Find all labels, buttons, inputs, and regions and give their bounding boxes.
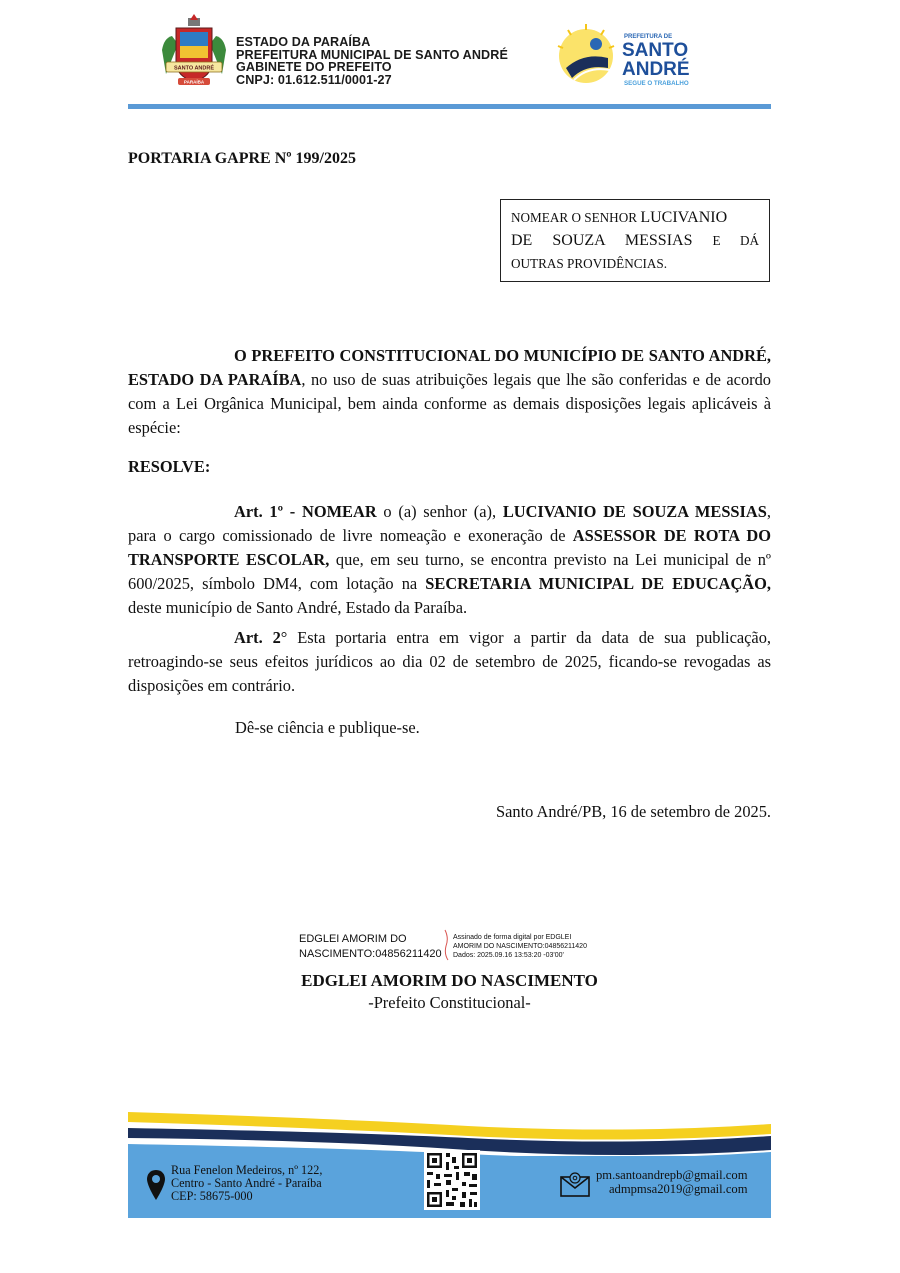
cert-line-2: NASCIMENTO:04856211420	[299, 948, 442, 960]
logo-prefix: PREFEITURA DE	[624, 34, 673, 40]
qr-code	[424, 1150, 480, 1210]
address-line-2: Centro - Santo André - Paraíba	[171, 1176, 322, 1190]
digital-signature-certificate	[299, 932, 442, 962]
footer-emails	[596, 1168, 748, 1196]
art1-text-4: deste município de Santo André, Estado da Paraíba.	[128, 598, 468, 617]
art1-nominee: LUCIVANIO DE SOUZA MESSIAS	[502, 502, 767, 521]
art1-label: Art. 1º - NOMEAR	[234, 502, 377, 521]
ementa-line1-b: LUCIVANIO	[640, 209, 728, 226]
prefeitura-logo	[556, 22, 716, 92]
preamble-paragraph	[128, 344, 771, 440]
resolve-heading: RESOLVE:	[128, 457, 211, 476]
location-pin-icon	[146, 1169, 166, 1201]
sig-detail-2: AMORIM DO NASCIMENTO:04856211420	[453, 943, 587, 950]
art1-text-2: , para o cargo comissionado de livre nomeação e exoneração de	[128, 502, 771, 545]
signature-mark-icon	[444, 928, 450, 962]
ementa-line1-a: NOMEAR O SENHOR	[511, 210, 641, 225]
sig-detail-1: Assinado de forma digital por EDGLEI	[453, 934, 572, 941]
article-2	[128, 626, 771, 698]
email-secondary: admpmsa2019@gmail.com	[608, 1182, 748, 1196]
place-and-date: Santo André/PB, 16 de setembro de 2025.	[496, 802, 771, 821]
logo-word-andre: ANDRÉ	[622, 59, 690, 80]
address-line-1: Rua Fenelon Medeiros, nº 122,	[171, 1163, 323, 1177]
crest-bottom-label: PARAÍBA	[183, 79, 205, 85]
header-line-gabinete: GABINETE DO PREFEITO	[236, 60, 392, 75]
header-institution	[236, 36, 508, 86]
art2-label: Art. 2	[234, 628, 281, 647]
article-1	[128, 500, 771, 620]
header-line-cnpj: CNPJ: 01.612.511/0001-27	[236, 72, 392, 87]
header-line-prefeitura: PREFEITURA MUNICIPAL DE SANTO ANDRÉ	[236, 47, 508, 62]
sig-detail-3: Dados: 2025.09.16 13:53:20 -03'00'	[453, 952, 564, 959]
header-divider	[128, 104, 771, 109]
email-primary: pm.santoandrepb@gmail.com	[596, 1168, 748, 1182]
envelope-icon	[560, 1171, 590, 1197]
cert-line-1: EDGLEI AMORIM DO	[299, 933, 407, 945]
ementa-box	[500, 199, 770, 282]
art1-position: ASSESSOR DE ROTA DO TRANSPORTE ESCOLAR,	[128, 526, 771, 569]
ementa-line3: OUTRAS PROVIDÊNCIAS.	[511, 256, 668, 271]
logo-word-santo: SANTO	[622, 40, 689, 61]
crest-banner: SANTO ANDRÉ	[173, 65, 215, 72]
signer-name: EDGLEI AMORIM DO NASCIMENTO	[301, 971, 598, 990]
ementa-line2-a: DE SOUZA MESSIAS	[511, 232, 713, 249]
art1-text-1: o (a) senhor (a),	[376, 502, 503, 521]
publication-order: Dê-se ciência e publique-se.	[235, 718, 420, 737]
document-title: PORTARIA GAPRE Nº 199/2025	[128, 150, 356, 167]
address-line-3: CEP: 58675-000	[171, 1189, 253, 1203]
art2-text: ° Esta portaria entra em vigor a partir da data de sua publicação, retroagindo-se seus efeitos jurídicos ao dia 02 de setembro de 2025, ficando-se revogadas as disposições em contrário.	[128, 628, 771, 695]
footer-address	[171, 1164, 322, 1203]
digital-signature-details	[453, 933, 587, 960]
ementa-line2-b: E DÁ	[712, 233, 760, 248]
art1-text-3: que, em seu turno, se encontra previsto na Lei municipal de nº 600/2025, símbolo DM4, com lotação na	[128, 550, 771, 593]
signer-role: -Prefeito Constitucional-	[368, 993, 531, 1012]
art1-department: SECRETARIA MUNICIPAL DE EDUCAÇÃO,	[425, 574, 771, 593]
logo-slogan: SEGUE O TRABALHO	[624, 80, 689, 87]
municipal-crest	[158, 14, 230, 90]
preamble-text: , no uso de suas atribuições legais que lhe são conferidas e de acordo com a Lei Orgânica Municipal, bem ainda conforme as demais disposições legais aplicáveis à espécie:	[128, 370, 771, 437]
header-line-state: ESTADO DA PARAÍBA	[236, 35, 371, 49]
preamble-authority: O PREFEITO CONSTITUCIONAL DO MUNICÍPIO DE SANTO ANDRÉ, ESTADO DA PARAÍBA	[128, 346, 771, 389]
